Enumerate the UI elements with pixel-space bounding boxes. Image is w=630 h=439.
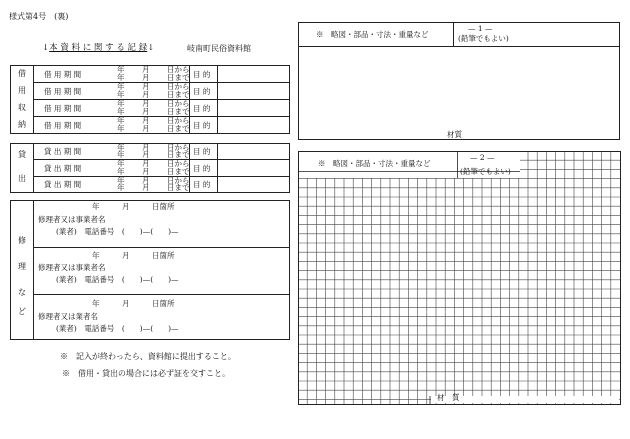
period-label: 借 用 期 間: [44, 104, 82, 113]
year-label: 年: [117, 73, 125, 82]
month-label: 月: [142, 65, 150, 74]
purpose-label: 目 的: [193, 104, 211, 113]
to-label: 日まで: [167, 183, 190, 192]
form-number: 様式第4号 (裏): [9, 12, 69, 21]
lend-label-1: 出: [18, 174, 26, 183]
sketch2-pencil-note: (鉛筆でもよい): [460, 167, 511, 176]
from-label: 日から: [167, 176, 190, 185]
to-label: 日まで: [167, 107, 190, 116]
year-label: 年: [117, 99, 125, 108]
museum-name: 岐南町民俗資料館: [187, 44, 251, 53]
month-label: 月: [142, 124, 150, 133]
year-label: 年: [117, 90, 125, 99]
period-label: 借 用 期 間: [44, 87, 82, 96]
year-label: 年: [117, 107, 125, 116]
month-label: 月: [142, 73, 150, 82]
month-label: 月: [142, 90, 150, 99]
year-label: 年: [117, 176, 125, 185]
record-title-text: 本 資 料 に 関 す る 記 録: [49, 43, 148, 53]
repairer-label: 修理者又は事業者名: [38, 263, 106, 272]
down-arrow-icon: ↓: [42, 43, 50, 53]
repairer-label: 修理者又は業者名: [38, 312, 98, 321]
from-label: 日から: [167, 99, 190, 108]
repair-label-2: な: [18, 288, 26, 297]
purpose-label: 目 的: [193, 147, 211, 156]
sketch2-material: 材 質: [437, 393, 460, 402]
phone-label: (業者) 電話番号 ( )—( )—: [56, 275, 179, 284]
period-label: 貸 出 期 間: [44, 164, 82, 173]
month-label: 月: [142, 150, 150, 159]
purpose-label: 目 的: [193, 121, 211, 130]
repairer-label: 修理者又は事業者名: [38, 215, 106, 224]
year-label: 年: [117, 143, 125, 152]
purpose-label: 目 的: [193, 164, 211, 173]
phone-label: (業者) 電話番号 ( )—( )—: [56, 227, 179, 236]
month-label: 月: [142, 167, 150, 176]
borrow-label-3: 納: [18, 120, 26, 129]
year-label: 年: [117, 183, 125, 192]
from-label: 日から: [167, 116, 190, 125]
phone-label: (業者) 電話番号 ( )—( )—: [56, 324, 179, 333]
note-certificate: ※ 借用・貸出の場合には必ず証を交すこと。: [62, 369, 230, 378]
sketch1-heading: ※ 略図・部品・寸法・重量など: [316, 30, 429, 39]
sketch1-material: 材質: [447, 130, 462, 139]
purpose-label: 目 的: [193, 70, 211, 79]
repair-label-1: 理: [18, 262, 26, 271]
to-label: 日まで: [167, 167, 190, 176]
year-label: 年: [117, 124, 125, 133]
month-label: 月: [142, 82, 150, 91]
period-label: 貸 出 期 間: [44, 180, 82, 189]
year-label: 年: [117, 159, 125, 168]
sketch1-pencil-note: (鉛筆でもよい): [458, 34, 509, 43]
from-label: 日から: [167, 82, 190, 91]
repair-label-3: ど: [18, 307, 26, 316]
year-label: 年: [117, 82, 125, 91]
period-label: 借 用 期 間: [44, 70, 82, 79]
year-label: 年: [117, 65, 125, 74]
lend-label-0: 貸: [18, 150, 26, 159]
to-label: 日まで: [167, 73, 190, 82]
to-label: 日まで: [167, 124, 190, 133]
month-label: 月: [142, 159, 150, 168]
month-label: 月: [142, 107, 150, 116]
sketch1-number: — 1 —: [468, 24, 493, 33]
down-arrow-icon: ↓: [147, 43, 155, 53]
sketch-box-2[interactable]: [299, 152, 621, 405]
from-label: 日から: [167, 65, 190, 74]
borrow-label-1: 用: [18, 86, 26, 95]
from-label: 日から: [167, 159, 190, 168]
borrow-label-2: 収: [18, 103, 26, 112]
purpose-label: 目 的: [193, 87, 211, 96]
repair-date: 年 月 日箇所: [92, 299, 175, 308]
from-label: 日から: [167, 143, 190, 152]
sketch2-heading: ※ 略図・部品・寸法・重量など: [318, 159, 431, 168]
repair-label-0: 修: [18, 236, 26, 245]
month-label: 月: [142, 116, 150, 125]
repair-date: 年 月 日箇所: [92, 251, 175, 260]
month-label: 月: [142, 176, 150, 185]
month-label: 月: [142, 99, 150, 108]
borrow-label-0: 借: [18, 69, 26, 78]
to-label: 日まで: [167, 150, 190, 159]
year-label: 年: [117, 116, 125, 125]
purpose-label: 目 的: [193, 180, 211, 189]
year-label: 年: [117, 167, 125, 176]
note-submit: ※ 記入が終わったら、資料館に提出すること。: [60, 352, 236, 361]
period-label: 借 用 期 間: [44, 121, 82, 130]
sketch2-number: — 2 —: [470, 153, 495, 162]
year-label: 年: [117, 150, 125, 159]
month-label: 月: [142, 143, 150, 152]
month-label: 月: [142, 183, 150, 192]
repair-date: 年 月 日箇所: [92, 202, 175, 211]
to-label: 日まで: [167, 90, 190, 99]
period-label: 貸 出 期 間: [44, 147, 82, 156]
